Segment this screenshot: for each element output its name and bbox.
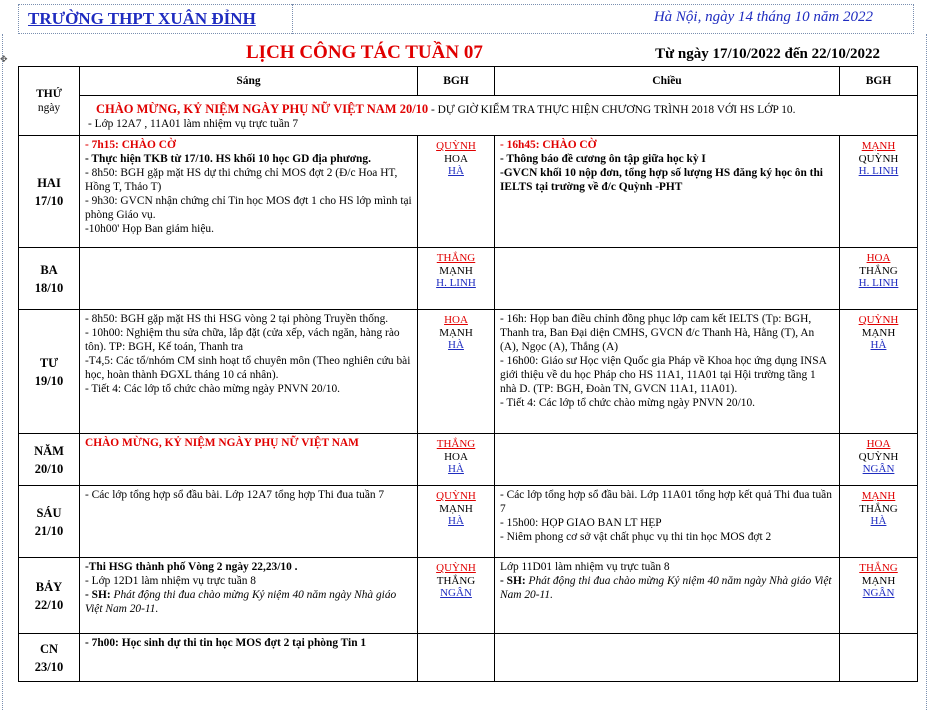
day-cell: [19, 310, 80, 434]
bgh-afternoon-cell: [840, 248, 918, 310]
morning-cell: [80, 434, 418, 486]
afternoon-cell: [495, 248, 840, 310]
bgh-morning-member: HÀ: [448, 515, 464, 527]
day-name: BẢY: [35, 579, 63, 594]
bgh-morning-member: THẮNG: [436, 252, 476, 264]
afternoon-cell: [495, 634, 840, 682]
day-name: TƯ: [39, 355, 59, 370]
morning-line-text: Phát động thi đua chào mừng Kỷ niệm 40 năm ngày Nhà giáo Việt Nam 20-11.: [85, 589, 397, 615]
bgh-morning-member: HÀ: [448, 463, 464, 475]
header-bgh-afternoon: BGH: [840, 67, 918, 96]
morning-cell: [80, 136, 418, 248]
morning-line: -Thi HSG thành phố Vòng 2 ngày 22,23/10 .: [85, 561, 298, 573]
bgh-morning-cell: [418, 136, 495, 248]
morning-line: - 8h50: BGH gặp mặt HS thi HSG vòng 2 tại phòng Truyền thống.: [85, 313, 389, 325]
bgh-afternoon-member: NGÂN: [862, 587, 895, 599]
afternoon-line-label: - SH:: [500, 575, 526, 587]
header-afternoon: Chiều: [495, 67, 840, 96]
day-row-6: [19, 558, 918, 634]
day-name: BA: [40, 262, 58, 277]
bgh-afternoon-member: MẠNH: [861, 326, 896, 339]
bgh-afternoon-member: MẠNH: [861, 490, 896, 502]
date-line: Hà Nội, ngày 14 tháng 10 năm 2022: [653, 9, 873, 25]
morning-cell: [80, 486, 418, 558]
morning-line: CHÀO MỪNG, KỶ NIỆM NGÀY PHỤ NỮ VIỆT NAM: [85, 437, 359, 449]
morning-line: - Lớp 12D1 làm nhiệm vụ trực tuần 8: [85, 575, 256, 587]
afternoon-line-text: Phát động thi đua chào mừng Kỷ niệm 40 năm ngày Nhà giáo Việt Nam 20-11.: [500, 575, 832, 601]
day-cell: [19, 558, 80, 634]
day-cell: [19, 136, 80, 248]
morning-cell: [80, 634, 418, 682]
day-cell: [19, 248, 80, 310]
bgh-afternoon-member: H. LINH: [858, 165, 899, 177]
morning-cell: [80, 310, 418, 434]
afternoon-line: - 16h: Họp ban điều chỉnh đồng phục lớp cam kết IELTS (Tp: BGH, Thanh tra, Ban Đại diện CMHS, GVCN đ/c Thanh Hà, Hằng (T), An (A), Ngọc (A), Thắng (A): [500, 313, 815, 353]
afternoon-cell: [495, 434, 840, 486]
bgh-afternoon-member: MẠNH: [861, 140, 896, 152]
header-day-top: THỨ: [36, 88, 62, 100]
afternoon-line: - 15h00: HỌP GIAO BAN LT HẸP: [500, 517, 662, 529]
header-day: [19, 67, 80, 136]
afternoon-cell: [495, 558, 840, 634]
day-cell: [19, 486, 80, 558]
bgh-afternoon-cell: [840, 558, 918, 634]
day-row-1: [19, 136, 918, 248]
afternoon-line: Lớp 11D01 làm nhiệm vụ trực tuần 8: [500, 561, 670, 573]
page-title: LỊCH CÔNG TÁC TUẦN 07: [246, 42, 483, 63]
afternoon-line: - Niêm phong cơ sở vật chất phục vụ thi tin học MOS đợt 2: [500, 531, 772, 543]
afternoon-line: -GVCN khối 10 nộp đơn, tổng hợp số lượng HS đăng ký học ôn thi IELTS tại trường về đ/c Quỳnh -PHT: [500, 167, 823, 193]
morning-line: - 8h50: BGH gặp mặt HS dự thi chứng chỉ MOS đợt 2 (Đ/c Hoa HT, Hồng T, Thảo T): [85, 167, 398, 193]
bgh-afternoon-cell: [840, 310, 918, 434]
afternoon-cell: [495, 486, 840, 558]
morning-cell: [80, 558, 418, 634]
bgh-morning-member: HOA: [444, 152, 468, 165]
bgh-morning-cell: [418, 434, 495, 486]
page-frame-left: [2, 34, 3, 710]
bgh-afternoon-member: THẮNG: [859, 502, 898, 515]
morning-line: -10h00' Họp Ban giám hiệu.: [85, 223, 214, 235]
morning-line: - Các lớp tổng hợp sổ đầu bài. Lớp 12A7 tổng hợp Thi đua tuần 7: [85, 489, 385, 501]
bgh-morning-member: THẮNG: [436, 574, 476, 587]
bgh-afternoon-member: QUỲNH: [858, 152, 899, 165]
bgh-morning-member: NGÂN: [440, 587, 472, 599]
bgh-morning-member: QUỲNH: [436, 562, 476, 574]
bgh-afternoon-member: THẮNG: [859, 264, 898, 277]
morning-line-label: - SH:: [85, 589, 111, 601]
day-name: HAI: [37, 175, 61, 190]
afternoon-line: - 16h45: CHÀO CỜ: [500, 139, 597, 151]
morning-line: - 10h00: Nghiệm thu sửa chữa, lắp đặt (cửa xếp, vách ngăn, hàng rào tôn). TP: BGH, Kế toán, Thanh tra: [85, 327, 400, 353]
bgh-morning-cell: [418, 248, 495, 310]
day-date: 17/10: [34, 193, 64, 208]
bgh-morning-member: HOA: [444, 314, 468, 326]
bgh-afternoon-member: NGÂN: [862, 463, 895, 475]
bgh-afternoon-member: QUỲNH: [858, 314, 899, 326]
afternoon-cell: [495, 310, 840, 434]
header-morning: Sáng: [80, 67, 418, 96]
bgh-afternoon-member: HOA: [866, 252, 891, 264]
schedule-table: [18, 66, 918, 682]
bgh-afternoon-cell: [840, 434, 918, 486]
day-cell: [19, 634, 80, 682]
banner-row: [19, 96, 918, 136]
bgh-afternoon-member: QUỲNH: [858, 450, 899, 463]
morning-line: - Thực hiện TKB từ 17/10. HS khối 10 học GD địa phương.: [85, 153, 371, 165]
day-name: NĂM: [34, 443, 64, 458]
header-bgh-morning: BGH: [418, 67, 495, 96]
morning-line: - Tiết 4: Các lớp tổ chức chào mừng ngày PNVN 20/10.: [85, 383, 341, 395]
day-cell: [19, 434, 80, 486]
banner-cell: [80, 96, 918, 136]
bgh-morning-member: MẠNH: [439, 326, 473, 339]
bgh-afternoon-cell: [840, 486, 918, 558]
morning-line: - 9h30: GVCN nhận chứng chỉ Tin học MOS đợt 1 cho HS lớp mình tại phòng Giáo vụ.: [85, 195, 412, 221]
day-date: 23/10: [34, 659, 64, 674]
bgh-afternoon-member: MẠNH: [861, 574, 896, 587]
bgh-morning-cell: [418, 634, 495, 682]
bgh-afternoon-member: H. LINH: [858, 277, 899, 289]
bgh-morning-cell: [418, 310, 495, 434]
day-row-7: [19, 634, 918, 682]
bgh-afternoon-member: HÀ: [870, 515, 887, 527]
bgh-morning-cell: [418, 486, 495, 558]
afternoon-line: - Các lớp tổng hợp sổ đầu bài. Lớp 11A01 tổng hợp kết quả Thi đua tuần 7: [500, 489, 832, 515]
afternoon-line: - 16h00: Giáo sư Học viện Quốc gia Pháp về Khoa học ứng dụng INSA giới thiệu về du học Pháp cho HS 11A1, 11A01 tại Hội trường tầng 1 nhà D. (TP: BGH, Đoàn TN, GVCN 11A1, 11A01).: [500, 355, 827, 395]
morning-line: [85, 588, 412, 616]
banner-rest: - DỰ GIỜ KIỂM TRA THỰC HIỆN CHƯƠNG TRÌNH 2018 VỚI HS LỚP 10.: [428, 104, 796, 116]
day-row-3: [19, 310, 918, 434]
bgh-morning-member: MẠNH: [439, 502, 473, 515]
bgh-afternoon-cell: [840, 136, 918, 248]
page-frame-right: [926, 34, 927, 710]
afternoon-line: - Thông báo đề cương ôn tập giữa học kỳ I: [500, 153, 706, 165]
bgh-morning-member: MẠNH: [439, 264, 473, 277]
bgh-morning-member: THẮNG: [436, 438, 476, 450]
table-header-row: [19, 67, 918, 96]
date-range: Từ ngày 17/10/2022 đến 22/10/2022: [655, 46, 880, 62]
bgh-afternoon-cell: [840, 634, 918, 682]
banner-title: CHÀO MỪNG, KỶ NIỆM NGÀY PHỤ NỮ VIỆT NAM 20/10: [96, 102, 429, 116]
afternoon-line: - Tiết 4: Các lớp tổ chức chào mừng ngày PNVN 20/10.: [500, 397, 756, 409]
bgh-morning-member: HÀ: [448, 339, 464, 351]
bgh-morning-cell: [418, 558, 495, 634]
day-date: 19/10: [34, 373, 64, 388]
afternoon-cell: [495, 136, 840, 248]
move-handle-icon[interactable]: ✥: [0, 55, 8, 65]
day-name: CN: [39, 641, 59, 656]
bgh-morning-member: QUỲNH: [436, 140, 476, 152]
day-date: 18/10: [34, 280, 64, 295]
day-row-2: [19, 248, 918, 310]
day-date: 21/10: [34, 523, 64, 538]
day-date: 22/10: [34, 597, 64, 612]
school-name: TRƯỜNG THPT XUÂN ĐỈNH: [28, 9, 256, 28]
day-name: SÁU: [36, 505, 62, 520]
bgh-morning-member: HÀ: [448, 165, 464, 177]
day-row-4: [19, 434, 918, 486]
day-date: 20/10: [34, 461, 64, 476]
bgh-morning-member: HOA: [444, 450, 468, 463]
morning-line: - 7h00: Học sinh dự thi tin học MOS đợt 2 tại phòng Tin 1: [85, 637, 367, 649]
bgh-afternoon-member: HÀ: [870, 339, 887, 351]
bgh-morning-member: QUỲNH: [436, 490, 476, 502]
bgh-afternoon-member: HOA: [866, 438, 891, 450]
banner-duty: - Lớp 12A7 , 11A01 làm nhiệm vụ trực tuần 7: [88, 118, 299, 130]
bgh-morning-member: H. LINH: [436, 277, 476, 289]
morning-cell: [80, 248, 418, 310]
day-row-5: [19, 486, 918, 558]
morning-line: -T4,5: Các tổ/nhóm CM sinh hoạt tổ chuyên môn (Theo nghiên cứu bài học, hoàn thành ĐGXL tháng 10 cá nhân).: [85, 355, 411, 381]
header-divider: [292, 4, 293, 34]
header-day-bottom: ngày: [37, 102, 61, 114]
afternoon-line: [500, 574, 834, 602]
morning-line: - 7h15: CHÀO CỜ: [85, 139, 176, 151]
bgh-afternoon-member: THẮNG: [859, 562, 898, 574]
